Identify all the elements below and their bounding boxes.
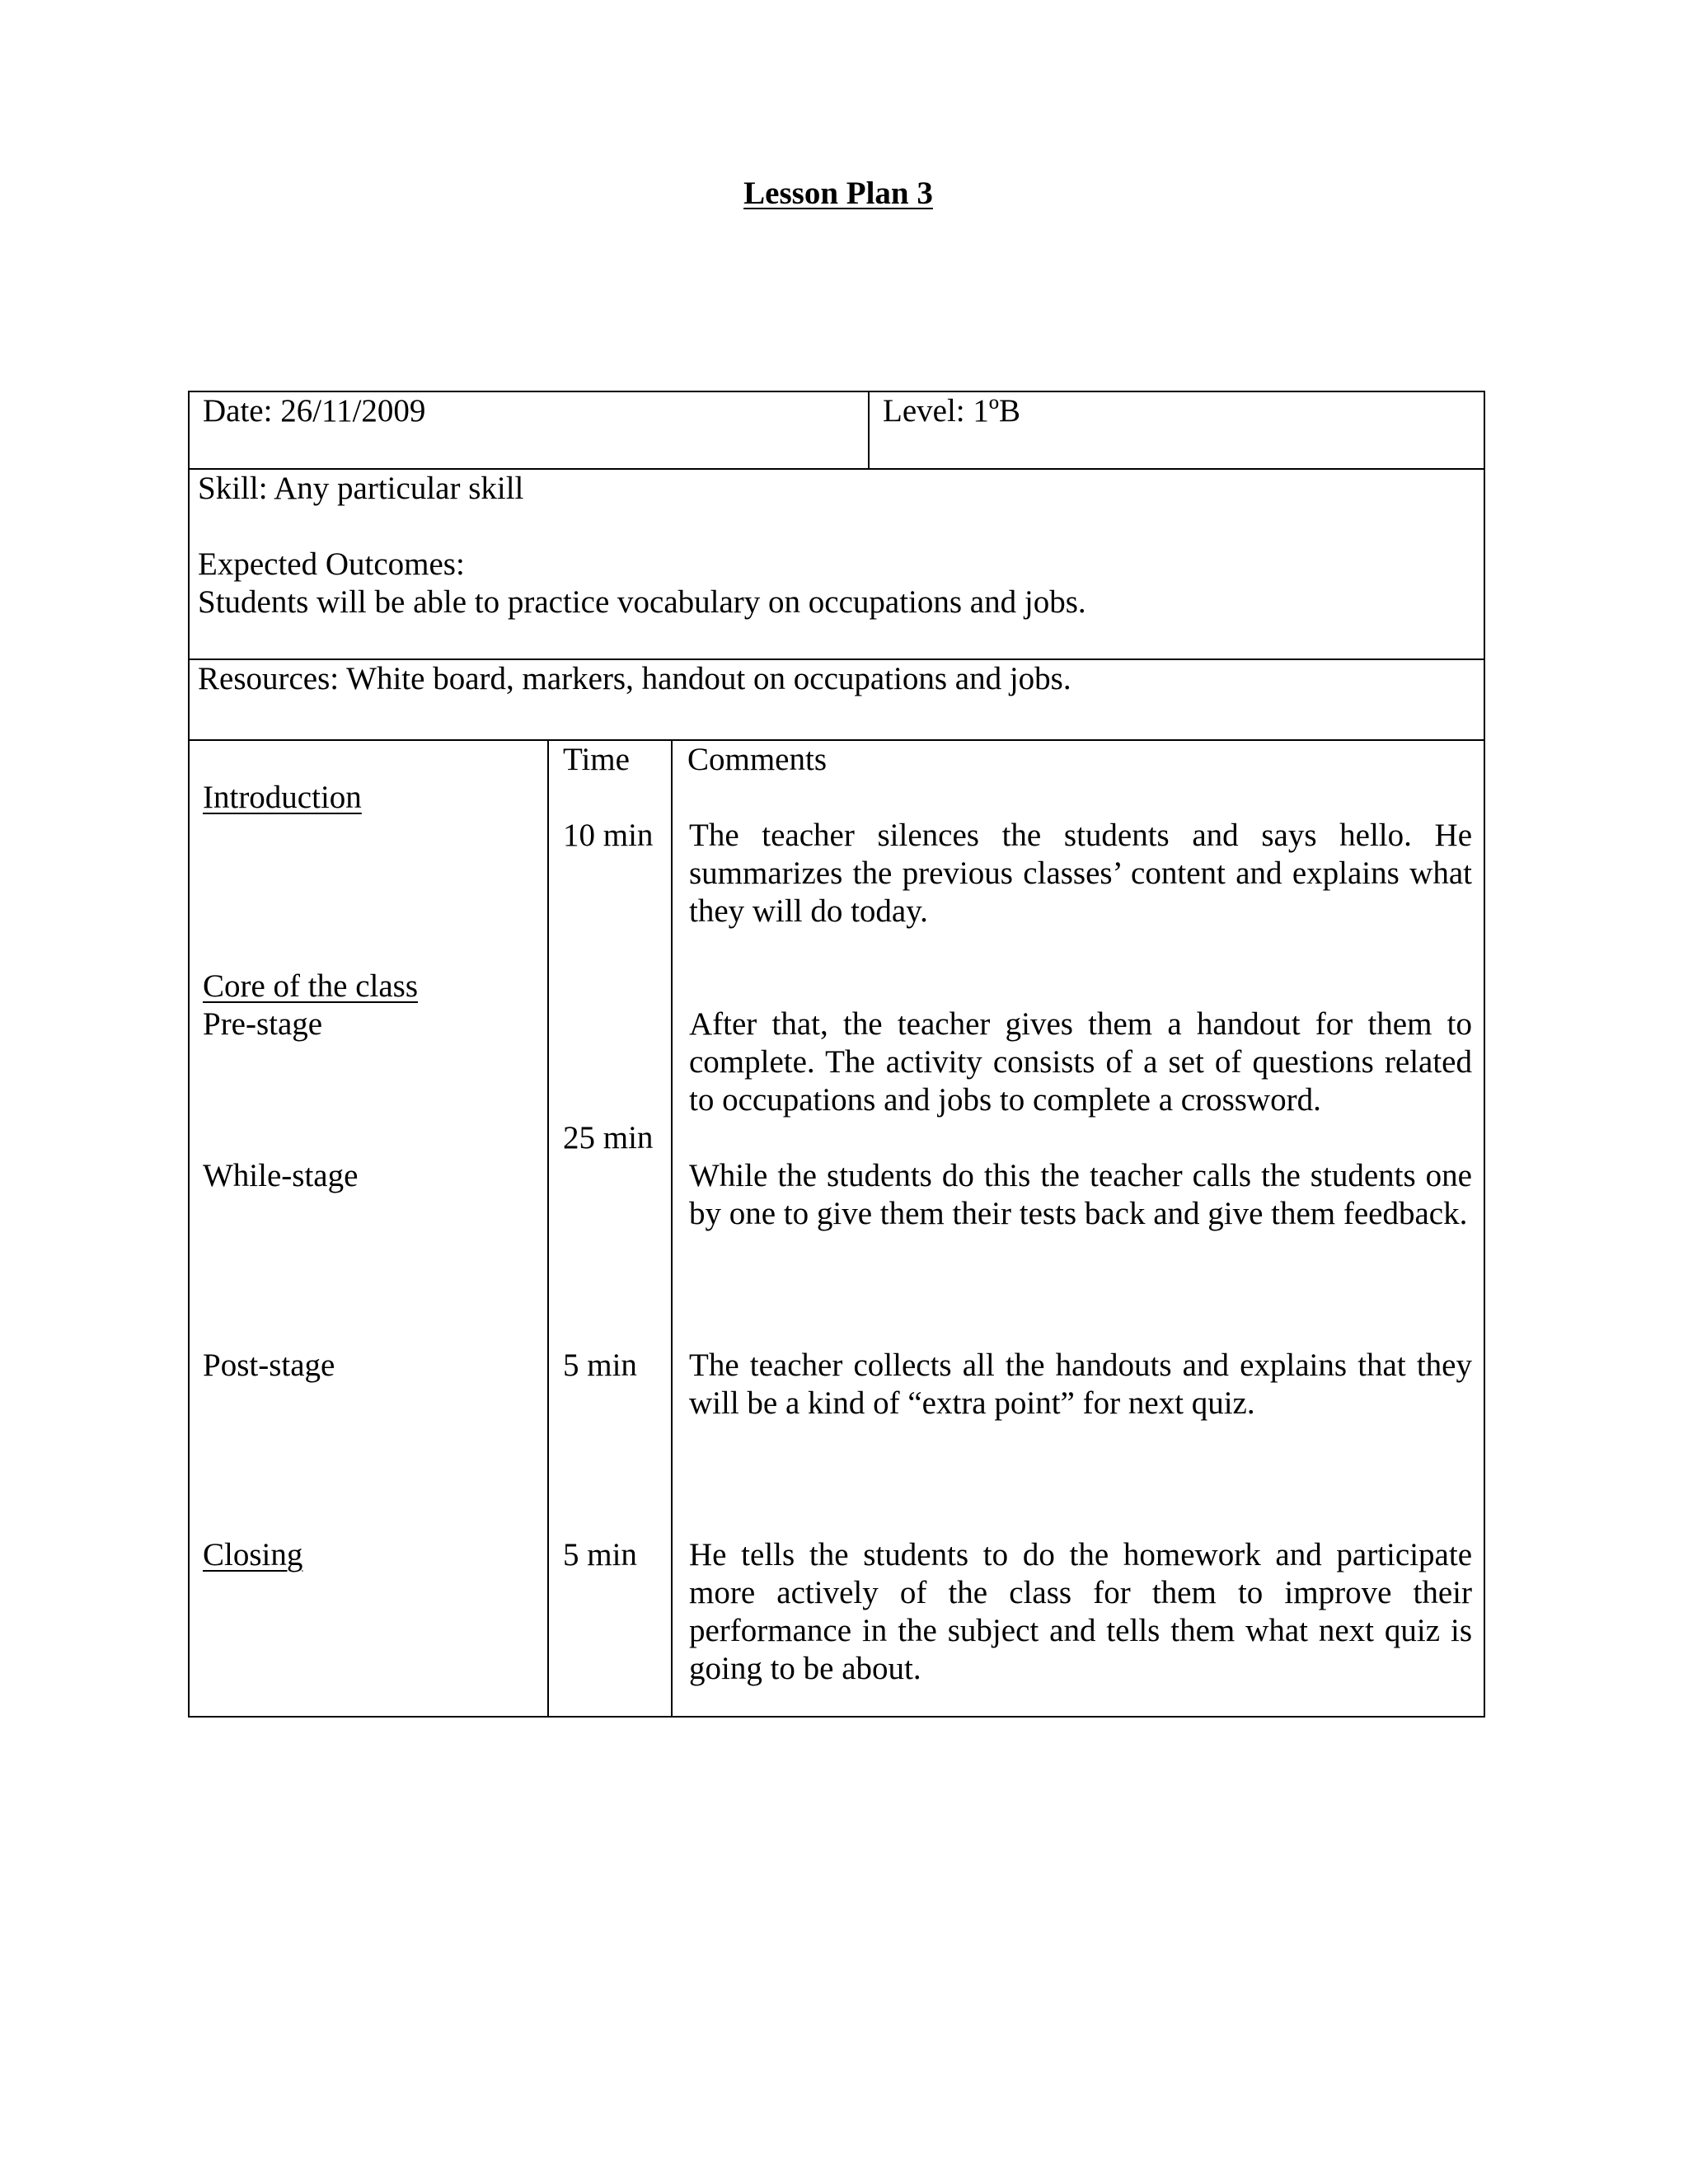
date-field: Date: 26/11/2009: [203, 393, 426, 429]
document-title: Lesson Plan 3: [743, 176, 933, 211]
row-divider-resources: [188, 739, 1485, 741]
comment-pre-stage: After that, the teacher gives them a handout for them to complete. The activity consists of a set of questions related to occupations and jobs to complete a crossword.: [689, 1006, 1472, 1118]
outcomes-label: Expected Outcomes:: [198, 546, 465, 582]
stage-post-stage: Post-stage: [203, 1347, 335, 1383]
time-post-stage: 5 min: [563, 1347, 637, 1383]
table-border-left: [188, 391, 190, 1718]
col-divider-stage-time: [547, 739, 549, 1718]
col-divider-time-comments: [671, 739, 673, 1718]
comment-while-stage: While the students do this the teacher calls the students one by one to give them their tests back and give them feedback.: [689, 1158, 1472, 1231]
outcomes-text: Students will be able to practice vocabulary on occupations and jobs.: [198, 584, 1086, 620]
stage-core-of-the-class: Core of the class: [203, 968, 419, 1004]
table-border-right: [1484, 391, 1485, 1718]
stage-while-stage: While-stage: [203, 1158, 359, 1193]
table-border-bottom: [188, 1716, 1485, 1718]
comment-introduction: The teacher silences the students and says hello. He summarizes the previous classes’ content and explains what they will do today.: [689, 818, 1472, 929]
comment-closing: He tells the students to do the homework and participate more actively of the class for them to improve their performance in the subject and tells them what next quiz is going to be about.: [689, 1537, 1472, 1686]
stage-closing: Closing: [203, 1537, 303, 1572]
time-introduction: 10 min: [563, 818, 654, 853]
time-column-header: Time: [563, 742, 630, 777]
comments-column-header: Comments: [687, 742, 828, 777]
level-field: Level: 1ºB: [883, 393, 1020, 429]
resources-line: Resources: White board, markers, handout on occupations and jobs.: [198, 661, 1071, 696]
skill-line: Skill: Any particular skill: [198, 471, 524, 506]
stage-pre-stage: Pre-stage: [203, 1006, 323, 1042]
comment-post-stage: The teacher collects all the handouts and explains that they will be a kind of “extra point” for next quiz.: [689, 1347, 1472, 1421]
col-divider-date-level: [868, 391, 870, 470]
time-core: 25 min: [563, 1120, 654, 1155]
time-closing: 5 min: [563, 1537, 637, 1572]
stage-introduction: Introduction: [203, 780, 362, 815]
